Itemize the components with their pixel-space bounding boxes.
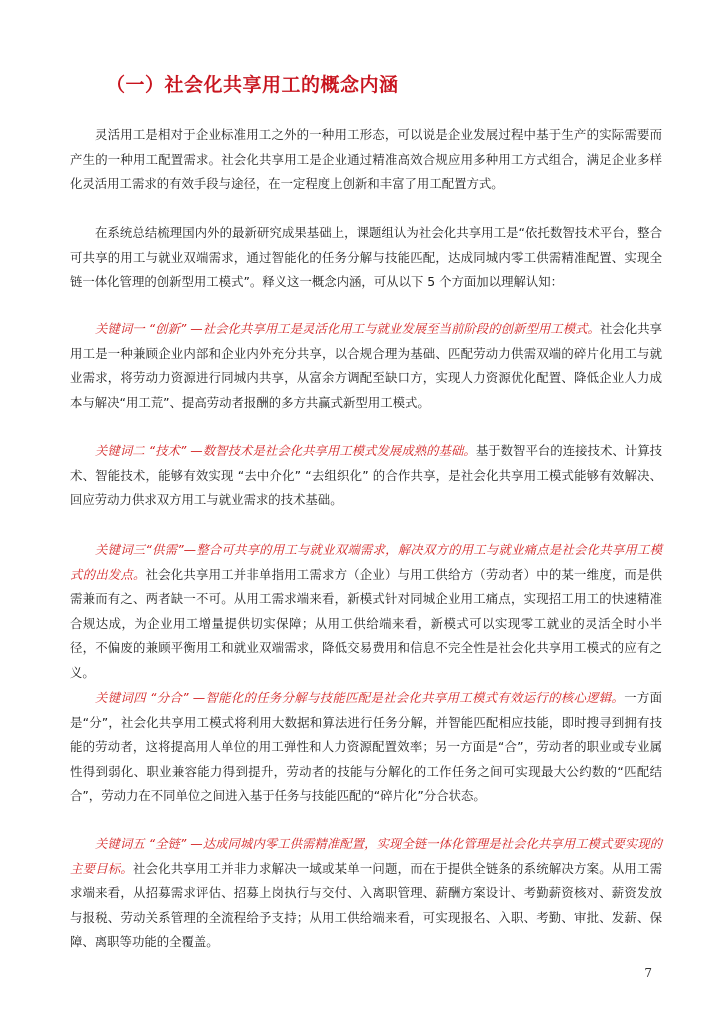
- keyword-heading: 关键词一 “创新” —社会化共享用工是灵活化用工与就业发展至当前阶段的创新型用工模式。: [95, 321, 600, 336]
- paragraph-keyword-1: [70, 317, 662, 415]
- paragraph-keyword-4: [70, 686, 662, 809]
- paragraph-text: 基于数智平台的连接技术、计算技术、智能技术，能够有效实现 “去中介化” “去组织化” 的合作共享，是社会化共享用工模式能够有效解决、回应劳动力供求双方用工与就业需求的技术基础。: [70, 443, 663, 508]
- paragraph-text: 在系统总结梳理国内外的最新研究成果基础上，课题组认为社会化共享用工是“依托数智技术平台，整合可共享的用工与就业双端需求，通过智能化的任务分解与技能匹配，达成同城内零工供需精准配置、实现全链一体化管理的创新型用工模式”。释义这一概念内涵，可从以下 5 个方面加以理解认知：: [70, 225, 662, 290]
- page-number: 7: [644, 966, 652, 980]
- paragraph-text: 一方面是“分”，社会化共享用工模式将利用大数据和算法进行任务分解，并智能匹配相应技能，即时搜寻到拥有技能的劳动者，这将提高用人单位的用工弹性和人力资源配置效率；另一方面是“合”，劳动者的职业或专业属性得到弱化、职业兼容能力得到提升，劳动者的技能与分解化的工作任务之间可实现最大公约数的“匹配结合”，劳动力在不同单位之间进入基于任务与技能匹配的“碎片化”分合状态。: [70, 690, 663, 804]
- section-title: （一）社会化共享用工的概念内涵: [106, 74, 399, 96]
- paragraph-definition: [70, 221, 662, 295]
- keyword-heading: 关键词二 “技术” —数智技术是社会化共享用工模式发展成熟的基础。: [95, 443, 476, 458]
- keyword-heading: 关键词四 “分合” —智能化的任务分解与技能匹配是社会化共享用工模式有效运行的核心逻辑。: [95, 690, 625, 705]
- keyword-heading: 关键词三“供需”—整合可共享的用工与就业双端需求，解决双方的用工与就业痛点是社会化共享用工模式的出发点。: [70, 542, 662, 582]
- paragraph-text: 社会化共享用工并非单指用工需求方（企业）与用工供给方（劳动者）中的某一维度，而是供需兼而有之、两者缺一不可。从用工需求端来看，新模式针对同城企业用工痛点，实现招工用工的快速精准合规达成，为企业用工增量提供切实保障；从用工供给端来看，新模式可以实现零工就业的灵活全时小半径，不偏废的兼顾平衡用工和就业双端需求，降低交易费用和信息不完全性是社会化共享用工模式的应有之义。: [70, 566, 663, 680]
- paragraph-keyword-5: [70, 832, 662, 955]
- paragraph-keyword-3: [70, 538, 662, 686]
- paragraph-keyword-2: [70, 439, 662, 513]
- paragraph-text: 社会化共享用工并非力求解决一域或某单一问题，而在于提供全链条的系统解决方案。从用工需求端来看，从招募需求评估、招募上岗执行与交付、入离职管理、薪酬方案设计、考勤薪资核对、薪资发放与报税、劳动关系管理的全流程给予支持；从用工供给端来看，可实现报名、入职、考勤、审批、发薪、保障、离职等功能的全覆盖。: [70, 860, 663, 950]
- paragraph-text: 灵活用工是相对于企业标准用工之外的一种用工形态，可以说是企业发展过程中基于生产的实际需要而产生的一种用工配置需求。社会化共享用工是企业通过精准高效合规应用多种用工方式组合，满足企业多样化灵活用工需求的有效手段与途径，在一定程度上创新和丰富了用工配置方式。: [70, 127, 662, 192]
- keyword-heading: 关键词五 “全链” —达成同城内零工供需精准配置，实现全链一体化管理是社会化共享用工模式要实现的主要目标。: [70, 836, 662, 876]
- paragraph-intro: [70, 123, 662, 197]
- paragraph-text: 社会化共享用工是一种兼顾企业内部和企业内外充分共享，以合规合理为基础、匹配劳动力供需双端的碎片化用工与就业需求，将劳动力资源进行同城内共享，从富余方调配至缺口方，实现人力资源优化配置、降低企业人力成本与解决“用工荒”、提高劳动者报酬的多方共赢式新型用工模式。: [70, 321, 663, 410]
